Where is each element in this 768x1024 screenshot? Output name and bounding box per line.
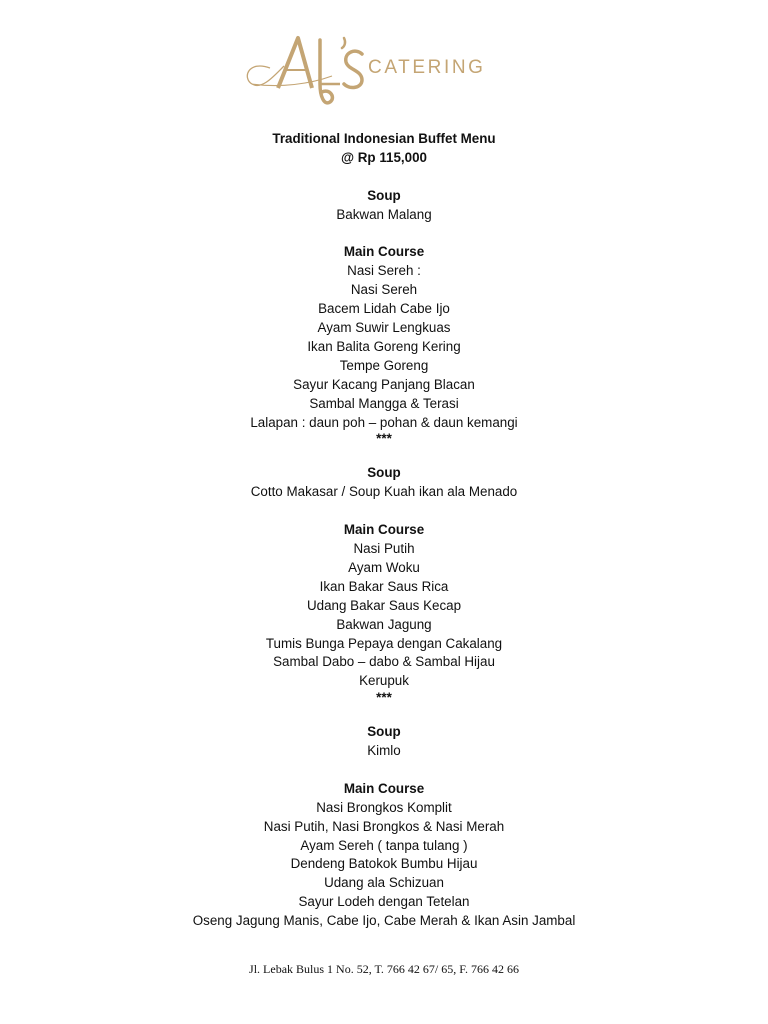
main-course-heading: Main Course [343,522,425,538]
menu-set [0,168,768,446]
section-separator: *** [376,431,392,447]
menu-price: @ Rp 115,000 [340,149,427,165]
soup-heading: Soup [367,724,401,740]
soup-item: Kimlo [367,743,401,759]
section-separator: *** [376,690,392,706]
als-catering-logo [240,26,510,118]
main-course-item: Sayur Lodeh dengan Tetelan [298,894,470,910]
main-course-heading: Main Course [343,780,425,796]
main-course-item: Ayam Suwir Lengkuas [317,320,451,336]
main-course-item: Tempe Goreng [339,357,429,373]
main-course-item: Ayam Sereh ( tanpa tulang ) [300,837,468,853]
main-course-item: Nasi Putih, Nasi Brongkos & Nasi Merah [263,818,505,834]
main-course-item: Nasi Sereh : [347,263,421,279]
main-course-item: Ikan Bakar Saus Rica [319,578,449,594]
menu-set [0,445,768,704]
main-course-item: Kerupuk [359,673,409,689]
main-course-item: Bacem Lidah Cabe Ijo [318,301,450,317]
main-course-item: Ikan Balita Goreng Kering [307,338,461,354]
main-course-item: Nasi Sereh [350,282,418,298]
main-course-item: Tumis Bunga Pepaya dengan Cakalang [265,635,503,651]
main-course-item: Bakwan Jagung [336,616,432,632]
main-course-item: Sayur Kacang Panjang Blacan [293,376,475,392]
main-course-item: Dendeng Batokok Bumbu Hijau [290,856,478,872]
buffet-menu [0,130,768,931]
menu-set [0,704,768,931]
soup-heading: Soup [367,187,401,203]
main-course-item: Oseng Jagung Manis, Cabe Ijo, Cabe Merah & Ikan Asin Jambal [192,913,576,929]
soup-item: Bakwan Malang [336,206,432,222]
soup-item: Cotto Makasar / Soup Kuah ikan ala Menado [250,484,518,500]
soup-heading: Soup [367,465,401,481]
menu-title: Traditional Indonesian Buffet Menu [272,131,496,146]
menu-sets [0,168,768,931]
main-course-heading: Main Course [343,244,425,260]
footer-address: Jl. Lebak Bulus 1 No. 52, T. 766 42 67/ 65, F. 766 42 66 [249,962,519,976]
main-course-item: Nasi Putih [353,540,415,556]
main-course-item: Sambal Dabo – dabo & Sambal Hijau [273,654,495,670]
als-monogram-icon [240,26,370,118]
logo-catering-text: CATERING [368,57,486,78]
main-course-item: Udang Bakar Saus Kecap [306,597,462,613]
main-course-item: Ayam Woku [348,559,420,575]
main-course-item: Lalapan : daun poh – pohan & daun kemangi [250,414,518,430]
main-course-item: Nasi Brongkos Komplit [316,799,452,815]
main-course-item: Sambal Mangga & Terasi [309,395,459,411]
main-course-item: Udang ala Schizuan [324,875,444,891]
